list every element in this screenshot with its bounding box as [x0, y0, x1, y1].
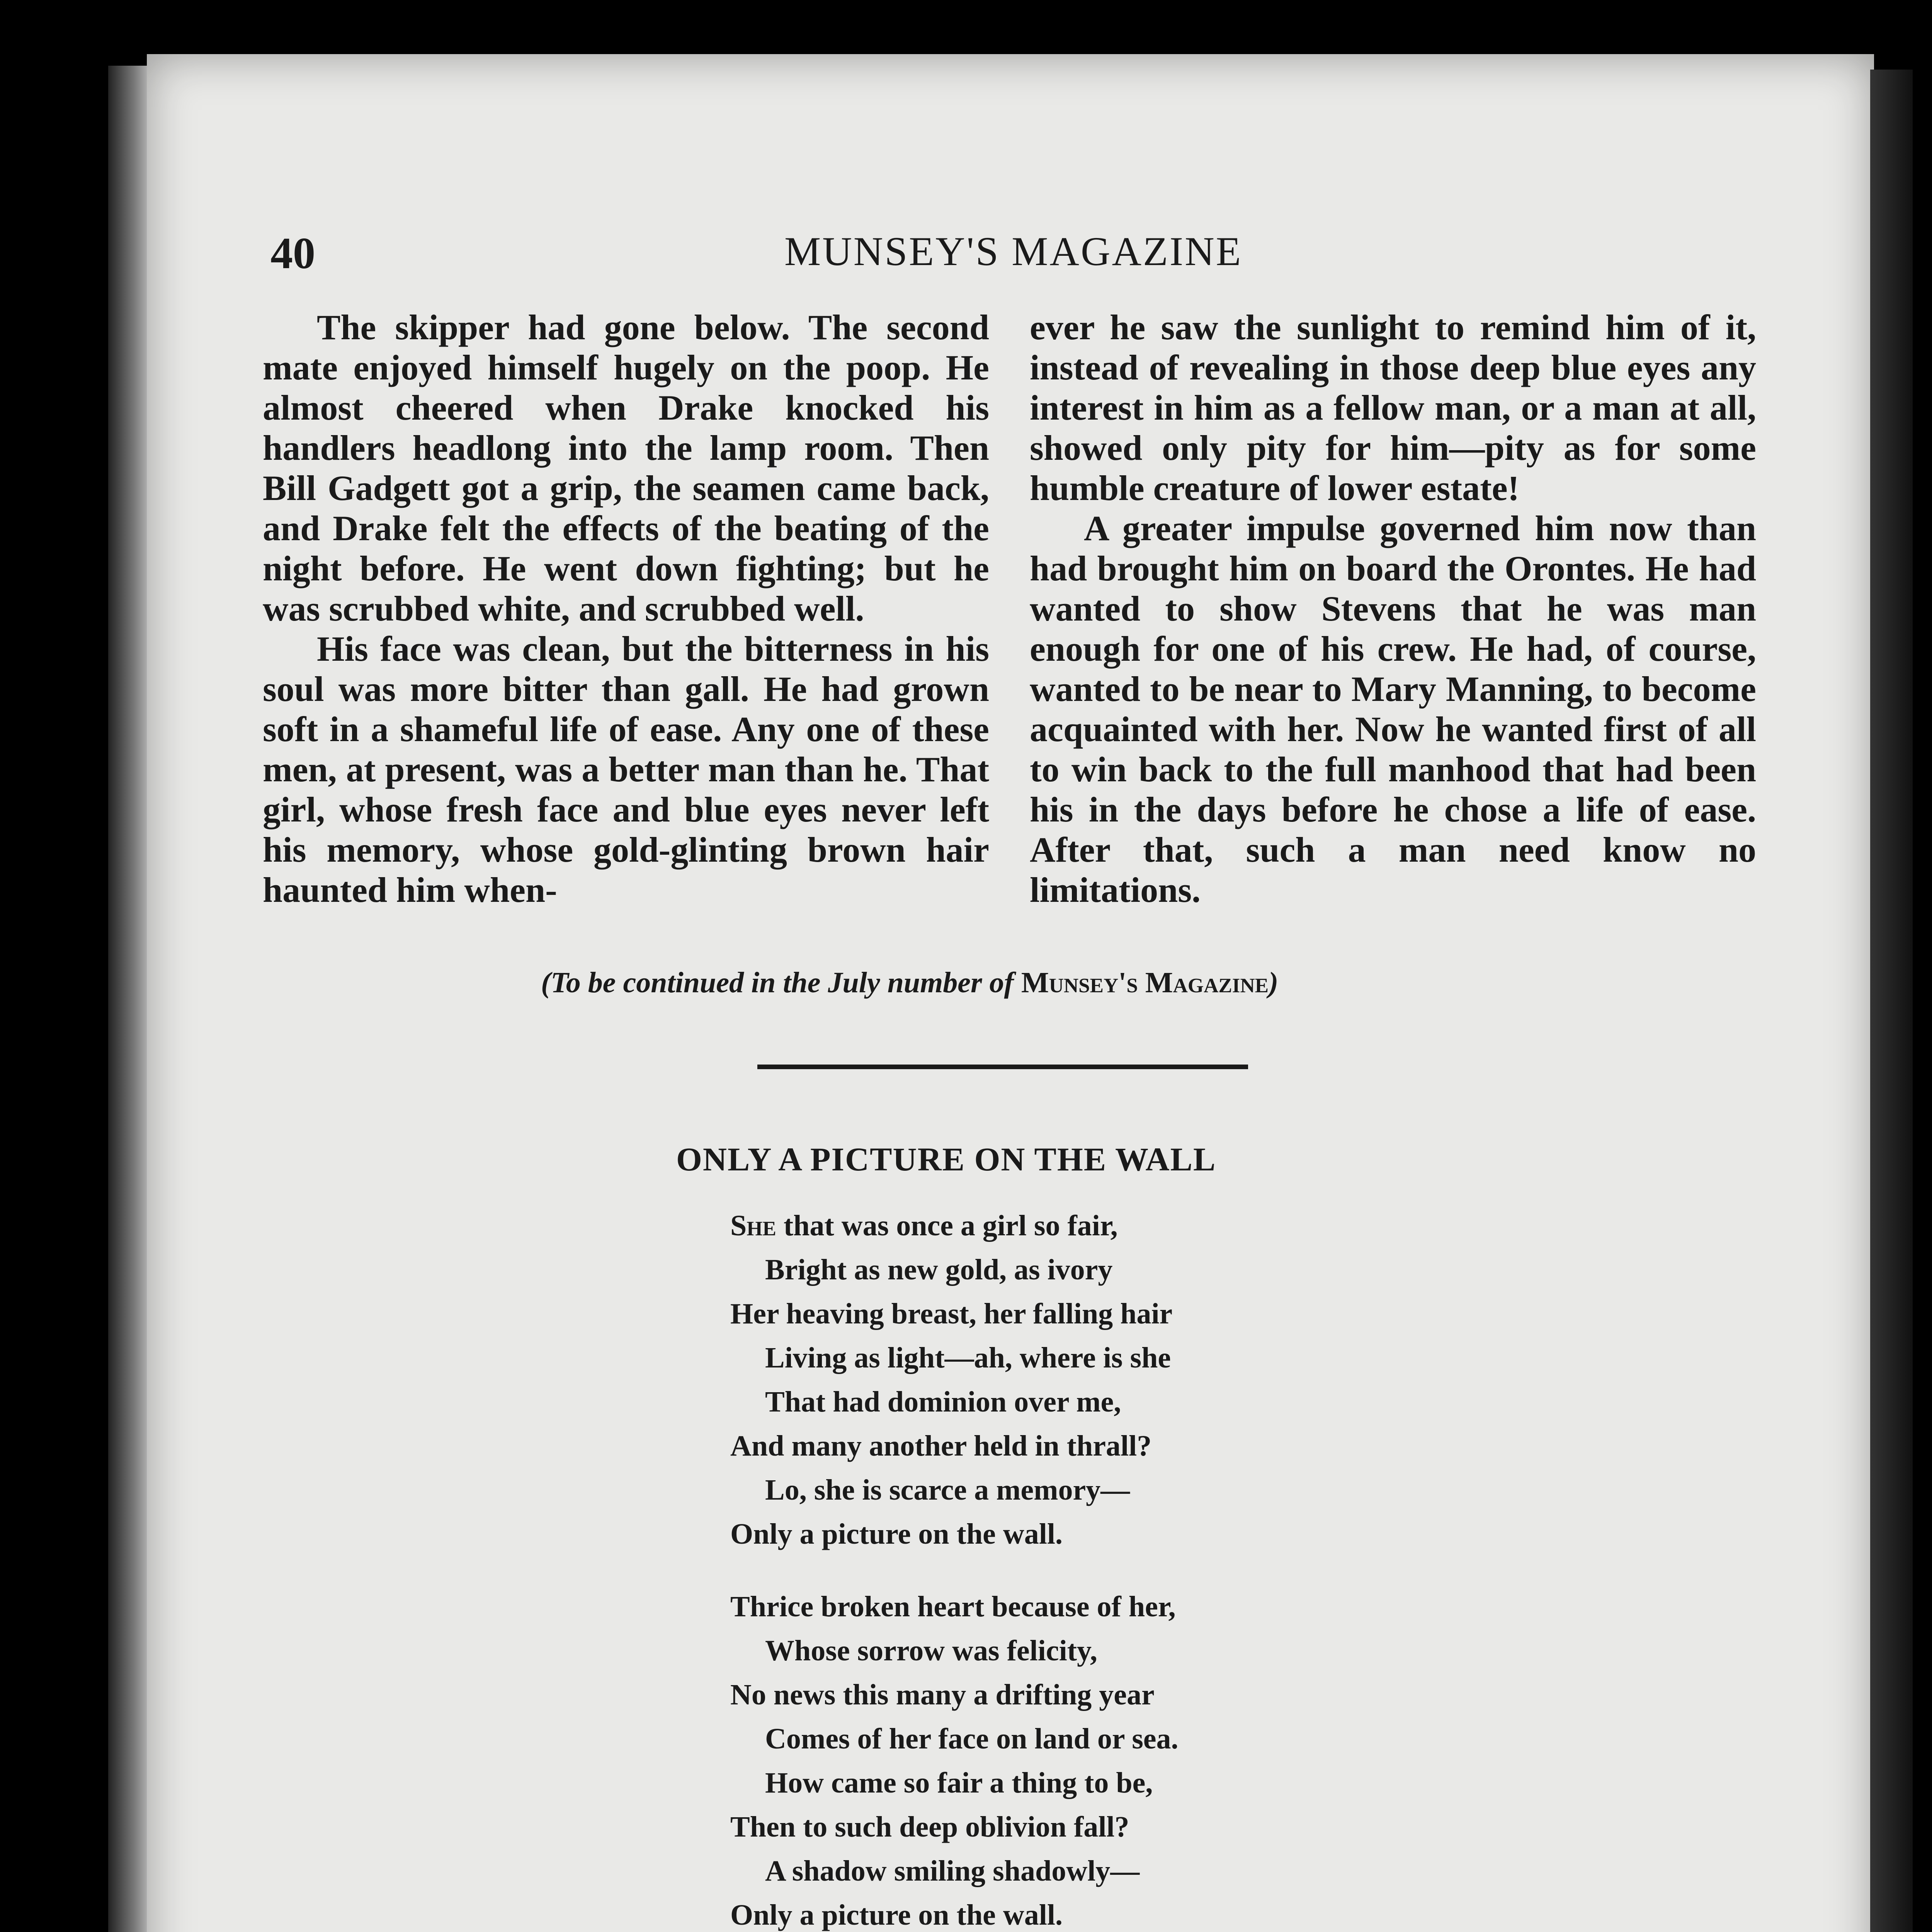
poem-line: Her heaving breast, her falling hair — [730, 1298, 1173, 1330]
poem-line: Then to such deep oblivion fall? — [730, 1811, 1129, 1843]
poem-body — [730, 1204, 1426, 1932]
continued-suffix: ) — [1268, 966, 1279, 999]
continued-prefix: (To be continued in the July number of — [541, 966, 1021, 999]
poem-line: And many another held in thrall? — [730, 1430, 1152, 1462]
poem-line: Living as light—ah, where is she — [765, 1342, 1171, 1374]
story-paragraph: A greater impulse governed him now than had brought him on board the Orontes. He had wanted to show Stevens that he was man enough for one of his crew. He had, of course, wanted to be near to Mary Manning, to become acquainted with her. Now he wanted first of all to win back to the full manhood that had been his in the days before he chose a life of ease. After that, such a man need know no limitations. — [1030, 509, 1756, 910]
poem-line: Whose sorrow was felicity, — [765, 1634, 1097, 1667]
poem-line: That had dominion over me, — [765, 1386, 1121, 1418]
story-column-left — [263, 307, 989, 910]
poem-stanza — [730, 1585, 1426, 1932]
poem-line — [730, 1204, 1426, 1248]
poem-line-rest: that was once a girl so fair, — [776, 1209, 1118, 1242]
poem-line: Only a picture on the wall. — [730, 1899, 1063, 1931]
section-divider — [757, 1065, 1248, 1069]
story-paragraph: ever he saw the sunlight to remind him of it, instead of revealing in those deep blue eyes any interest in him as a fellow man, or a man at all, showed only pity for him—pity as for some humble creature of lower estate! — [1030, 308, 1756, 508]
story-paragraph: The skipper had gone below. The second mate enjoyed himself hugely on the poop. He almost cheered when Drake knocked his handlers headlong into the lamp room. Then Bill Gadgett got a grip, the seamen came back, and Drake felt the effects of the beating of the night before. He went down fighting; but he was scrubbed white, and scrubbed well. — [263, 308, 989, 628]
poem-stanza — [730, 1204, 1426, 1556]
continued-magazine: Munsey's Magazine — [1021, 966, 1269, 999]
poem-line: A shadow smiling shadowly— — [765, 1855, 1140, 1887]
continued-note — [541, 966, 1546, 1000]
poem-line: Bright as new gold, as ivory — [765, 1253, 1113, 1286]
poem-line: Only a picture on the wall. — [730, 1518, 1063, 1550]
magazine-title: MUNSEY'S MAGAZINE — [784, 229, 1243, 274]
poem-first-word: She — [730, 1209, 776, 1242]
poem-line: No news this many a drifting year — [730, 1679, 1155, 1711]
page-edge-right — [1870, 70, 1913, 1932]
poem-line: Thrice broken heart because of her, — [730, 1590, 1176, 1623]
page-edge-left — [108, 66, 151, 1932]
poem-line: Comes of her face on land or sea. — [765, 1723, 1179, 1755]
page-number: 40 — [270, 229, 315, 278]
running-head — [270, 228, 1623, 286]
poem-line: Lo, she is scarce a memory— — [765, 1474, 1130, 1506]
story-column-right — [1030, 307, 1756, 910]
poem-title: ONLY A PICTURE ON THE WALL — [676, 1141, 1216, 1178]
story-paragraph: His face was clean, but the bitterness in his soul was more bitter than gall. He had grown soft in a shameful life of ease. Any one of these men, at present, was a better man than he. That girl, whose fresh face and blue eyes never left his memory, whose gold-glinting brown hair haunted him when- — [263, 629, 989, 910]
poem-line: How came so fair a thing to be, — [765, 1767, 1153, 1799]
